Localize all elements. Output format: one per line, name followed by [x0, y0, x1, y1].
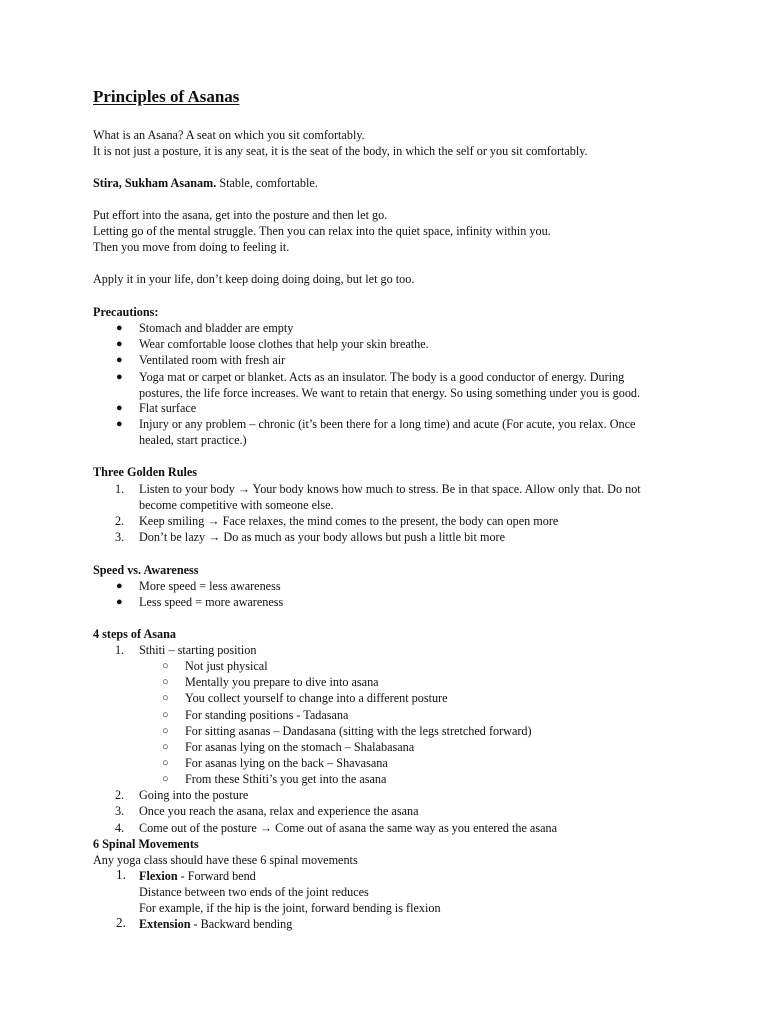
bullet-icon: ● — [116, 322, 123, 334]
effort-line-1: Put effort into the asana, get into the posture and then let go. — [93, 208, 388, 222]
effort-line-3: Then you move from doing to feeling it. — [93, 240, 290, 254]
stira-paragraph — [93, 175, 318, 191]
precaution-item: Stomach and bladder are empty — [139, 321, 294, 335]
precautions-heading: Precautions: — [93, 305, 159, 319]
apply-paragraph: Apply it in your life, don’t keep doing doing doing, but let go too. — [93, 272, 415, 286]
step-subitem: Not just physical — [185, 659, 268, 673]
golden-rule-item: Don’t be lazy → Do as much as your body allows but push a little bit more — [139, 530, 506, 544]
bullet-icon: ● — [116, 354, 123, 366]
list-number: 2. — [115, 514, 125, 528]
spinal-item-term: Flexion — [139, 869, 178, 883]
step-item: Sthiti – starting position — [139, 643, 257, 657]
precaution-item: Injury or any problem – chronic (it’s been there for a long time) and acute (For acute, you relax. Once — [139, 417, 636, 431]
spinal-item-detail: For example, if the hip is the joint, forward bending is flexion — [139, 901, 441, 915]
step-subitem: For standing positions - Tadasana — [185, 708, 349, 722]
speed-heading: Speed vs. Awareness — [93, 563, 199, 577]
golden-rules-heading: Three Golden Rules — [93, 465, 198, 479]
circle-bullet-icon: ○ — [162, 660, 169, 672]
intro-line-2: It is not just a posture, it is any seat, it is the seat of the body, in which the self or you sit comfortably. — [93, 144, 588, 158]
intro-line-1: What is an Asana? A seat on which you sit comfortably. — [93, 128, 365, 142]
stira-bold: Stira, Sukham Asanam. — [93, 176, 217, 190]
spinal-item — [139, 868, 256, 884]
stira-rest: Stable, comfortable. — [216, 176, 318, 190]
step-subitem: For sitting asanas – Dandasana (sitting with the legs stretched forward) — [185, 724, 532, 738]
list-number: 2. — [116, 915, 126, 930]
list-number: 3. — [115, 530, 125, 544]
bullet-icon: ● — [116, 580, 123, 592]
spinal-intro: Any yoga class should have these 6 spinal movements — [93, 853, 358, 867]
list-number: 2. — [115, 788, 125, 802]
bullet-icon: ● — [116, 418, 123, 430]
step-item: Come out of the posture → Come out of asana the same way as you entered the asana — [139, 821, 557, 835]
step-item: Going into the posture — [139, 788, 249, 802]
spinal-item-desc: - Backward bending — [190, 917, 293, 931]
speed-item: Less speed = more awareness — [139, 595, 284, 609]
spinal-item-desc: - Forward bend — [177, 869, 256, 883]
spinal-heading: 6 Spinal Movements — [93, 837, 199, 851]
circle-bullet-icon: ○ — [162, 757, 169, 769]
effort-line-2: Letting go of the mental struggle. Then you can relax into the quiet space, infinity within you. — [93, 224, 551, 238]
list-number: 4. — [115, 821, 125, 835]
step-subitem: For asanas lying on the stomach – Shalabasana — [185, 740, 415, 754]
steps-heading: 4 steps of Asana — [93, 627, 176, 641]
precaution-item-continued: postures, the life force increases. We want to retain that energy. So using something under you is good. — [139, 386, 641, 400]
bullet-icon: ● — [116, 371, 123, 383]
golden-rule-item: Listen to your body → Your body knows how much to stress. Be in that space. Allow only that. Do not — [139, 482, 641, 496]
bullet-icon: ● — [116, 596, 123, 608]
circle-bullet-icon: ○ — [162, 741, 169, 753]
list-number: 1. — [115, 482, 125, 496]
step-subitem: For asanas lying on the back – Shavasana — [185, 756, 388, 770]
circle-bullet-icon: ○ — [162, 725, 169, 737]
golden-rule-item-continued: become competitive with someone else. — [139, 498, 334, 512]
golden-rule-item: Keep smiling → Face relaxes, the mind comes to the present, the body can open more — [139, 514, 559, 528]
spinal-item — [139, 916, 292, 932]
precaution-item: Yoga mat or carpet or blanket. Acts as an insulator. The body is a good conductor of energy. During — [139, 370, 625, 384]
precaution-item-continued: healed, start practice.) — [139, 433, 247, 447]
list-number: 3. — [115, 804, 125, 818]
page-title: Principles of Asanas — [93, 87, 240, 106]
circle-bullet-icon: ○ — [162, 692, 169, 704]
circle-bullet-icon: ○ — [162, 709, 169, 721]
list-number: 1. — [116, 867, 126, 882]
speed-item: More speed = less awareness — [139, 579, 281, 593]
precaution-item: Ventilated room with fresh air — [139, 353, 286, 367]
circle-bullet-icon: ○ — [162, 676, 169, 688]
bullet-icon: ● — [116, 338, 123, 350]
step-subitem: Mentally you prepare to dive into asana — [185, 675, 379, 689]
list-number: 1. — [115, 643, 125, 657]
precaution-item: Wear comfortable loose clothes that help your skin breathe. — [139, 337, 429, 351]
bullet-icon: ● — [116, 402, 123, 414]
spinal-item-detail: Distance between two ends of the joint reduces — [139, 885, 369, 899]
step-item: Once you reach the asana, relax and experience the asana — [139, 804, 419, 818]
step-subitem: From these Sthiti’s you get into the asana — [185, 772, 387, 786]
spinal-item-term: Extension — [139, 917, 191, 931]
precaution-item: Flat surface — [139, 401, 197, 415]
circle-bullet-icon: ○ — [162, 773, 169, 785]
step-subitem: You collect yourself to change into a different posture — [185, 691, 448, 705]
